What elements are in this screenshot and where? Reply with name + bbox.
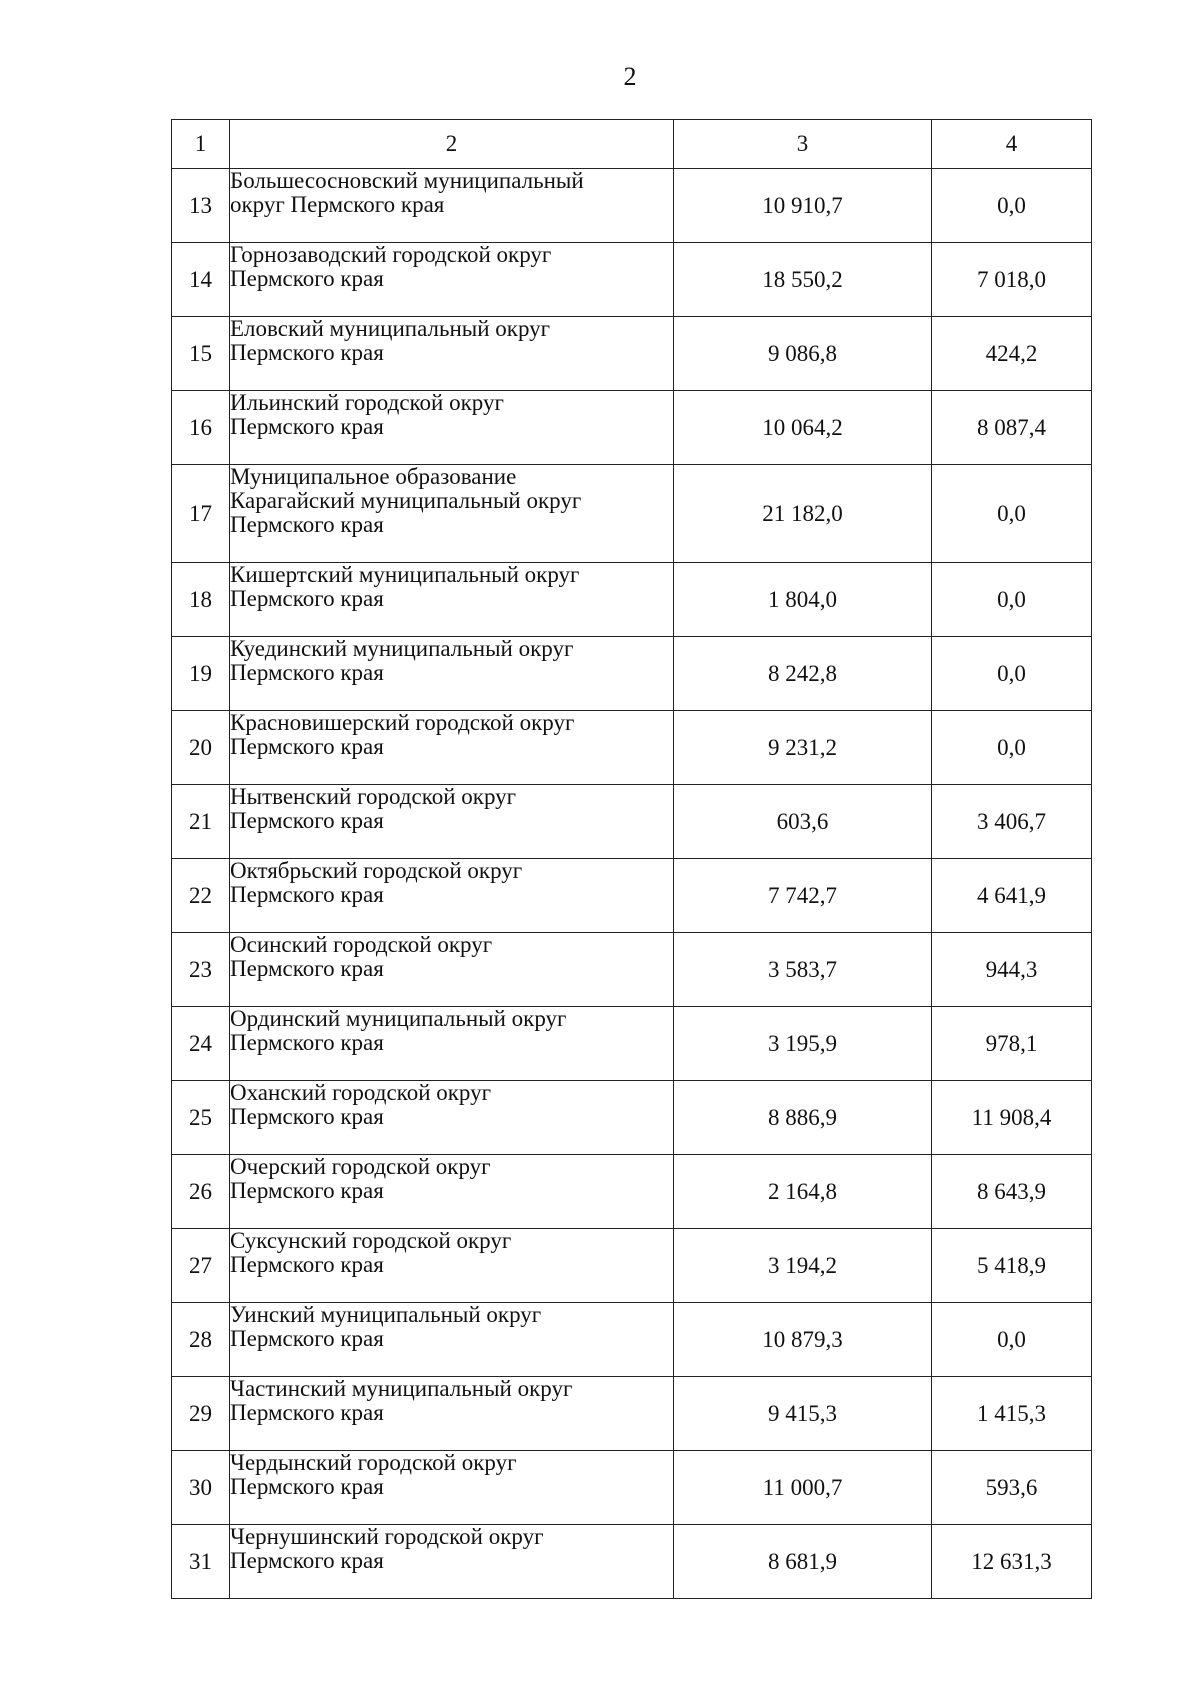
value-col-4: 424,2 xyxy=(932,317,1092,391)
value-col-3: 3 583,7 xyxy=(674,933,932,1007)
table-row xyxy=(172,243,1092,317)
value-col-3: 10 879,3 xyxy=(674,1303,932,1377)
table-row xyxy=(172,1081,1092,1155)
table-row xyxy=(172,637,1092,711)
municipality-name-line: Ильинский городской округ xyxy=(230,390,504,415)
municipality-name xyxy=(230,1007,674,1081)
municipality-name xyxy=(230,169,674,243)
value-col-3: 3 195,9 xyxy=(674,1007,932,1081)
row-number: 23 xyxy=(172,933,230,1007)
municipality-name xyxy=(230,465,674,563)
value-col-4: 11 908,4 xyxy=(932,1081,1092,1155)
value-col-4: 944,3 xyxy=(932,933,1092,1007)
municipality-name-line: Горнозаводский городской округ xyxy=(230,242,552,267)
table-row xyxy=(172,1451,1092,1525)
header-col-1: 1 xyxy=(172,120,230,169)
table-row xyxy=(172,859,1092,933)
header-col-3: 3 xyxy=(674,120,932,169)
municipality-name-line: Пермского края xyxy=(230,266,384,291)
municipality-name xyxy=(230,1155,674,1229)
municipality-name-line: Чернушинский городской округ xyxy=(230,1524,544,1549)
value-col-3: 603,6 xyxy=(674,785,932,859)
table-row xyxy=(172,785,1092,859)
municipality-name xyxy=(230,1377,674,1451)
municipality-name-line: Пермского края xyxy=(230,414,384,439)
municipality-name-line: Уинский муниципальный округ xyxy=(230,1302,542,1327)
value-col-4: 593,6 xyxy=(932,1451,1092,1525)
municipality-name-line: Очерский городской округ xyxy=(230,1154,491,1179)
table-row xyxy=(172,465,1092,563)
municipality-name xyxy=(230,1451,674,1525)
value-col-3: 18 550,2 xyxy=(674,243,932,317)
value-col-4: 3 406,7 xyxy=(932,785,1092,859)
value-col-4: 978,1 xyxy=(932,1007,1092,1081)
table-row xyxy=(172,1229,1092,1303)
row-number: 21 xyxy=(172,785,230,859)
header-col-4: 4 xyxy=(932,120,1092,169)
municipality-name xyxy=(230,1525,674,1599)
municipality-name-line: Чердынский городской округ xyxy=(230,1450,517,1475)
municipality-name-line: Пермского края xyxy=(230,734,384,759)
municipality-name xyxy=(230,243,674,317)
value-col-4: 8 643,9 xyxy=(932,1155,1092,1229)
value-col-3: 2 164,8 xyxy=(674,1155,932,1229)
table-header xyxy=(172,120,1092,169)
value-col-3: 8 242,8 xyxy=(674,637,932,711)
table-row xyxy=(172,391,1092,465)
row-number: 20 xyxy=(172,711,230,785)
municipality-name-line: Пермского края xyxy=(230,808,384,833)
municipality-name-line: Ординский муниципальный округ xyxy=(230,1006,567,1031)
value-col-4: 7 018,0 xyxy=(932,243,1092,317)
municipality-name-line: Пермского края xyxy=(230,1252,384,1277)
value-col-4: 1 415,3 xyxy=(932,1377,1092,1451)
row-number: 28 xyxy=(172,1303,230,1377)
value-col-3: 3 194,2 xyxy=(674,1229,932,1303)
table-row xyxy=(172,933,1092,1007)
value-col-3: 9 086,8 xyxy=(674,317,932,391)
municipality-name-line: Пермского края xyxy=(230,1030,384,1055)
municipality-name-line: Оханский городской округ xyxy=(230,1080,492,1105)
row-number: 19 xyxy=(172,637,230,711)
municipality-name-line: Пермского края xyxy=(230,340,384,365)
municipality-name-line: Осинский городской округ xyxy=(230,932,493,957)
municipality-name-line: Карагайский муниципальный округ xyxy=(230,488,582,513)
value-col-3: 9 415,3 xyxy=(674,1377,932,1451)
municipality-name-line: Пермского края xyxy=(230,1326,384,1351)
municipality-name xyxy=(230,1303,674,1377)
municipality-name-line: Куединский муниципальный округ xyxy=(230,636,574,661)
row-number: 15 xyxy=(172,317,230,391)
row-number: 30 xyxy=(172,1451,230,1525)
municipality-name-line: Пермского края xyxy=(230,1400,384,1425)
table-row xyxy=(172,563,1092,637)
row-number: 14 xyxy=(172,243,230,317)
header-row xyxy=(172,120,1092,169)
value-col-3: 10 910,7 xyxy=(674,169,932,243)
row-number: 29 xyxy=(172,1377,230,1451)
table-row xyxy=(172,1377,1092,1451)
municipality-name-line: Красновишерский городской округ xyxy=(230,710,575,735)
municipality-name-line: Нытвенский городской округ xyxy=(230,784,517,809)
municipality-name-line: Муниципальное образование xyxy=(230,464,517,489)
row-number: 27 xyxy=(172,1229,230,1303)
municipality-name-line: Октябрьский городской округ xyxy=(230,858,523,883)
municipality-name xyxy=(230,1229,674,1303)
municipality-name-line: Пермского края xyxy=(230,586,384,611)
row-number: 25 xyxy=(172,1081,230,1155)
municipality-name-line: Пермского края xyxy=(230,1104,384,1129)
row-number: 22 xyxy=(172,859,230,933)
value-col-4: 0,0 xyxy=(932,465,1092,563)
value-col-4: 8 087,4 xyxy=(932,391,1092,465)
value-col-4: 0,0 xyxy=(932,169,1092,243)
table-row xyxy=(172,1007,1092,1081)
municipality-name-line: Кишертский муниципальный округ xyxy=(230,562,580,587)
value-col-3: 11 000,7 xyxy=(674,1451,932,1525)
value-col-4: 0,0 xyxy=(932,637,1092,711)
row-number: 26 xyxy=(172,1155,230,1229)
value-col-3: 8 886,9 xyxy=(674,1081,932,1155)
municipality-name-line: Пермского края xyxy=(230,1474,384,1499)
value-col-3: 7 742,7 xyxy=(674,859,932,933)
municipality-name-line: Пермского края xyxy=(230,1178,384,1203)
value-col-3: 1 804,0 xyxy=(674,563,932,637)
municipality-name xyxy=(230,317,674,391)
municipality-name xyxy=(230,1081,674,1155)
municipality-name xyxy=(230,785,674,859)
row-number: 18 xyxy=(172,563,230,637)
municipality-name-line: Пермского края xyxy=(230,956,384,981)
value-col-4: 0,0 xyxy=(932,563,1092,637)
value-col-3: 9 231,2 xyxy=(674,711,932,785)
municipality-name-line: Пермского края xyxy=(230,882,384,907)
municipality-name-line: Пермского края xyxy=(230,660,384,685)
row-number: 17 xyxy=(172,465,230,563)
value-col-4: 5 418,9 xyxy=(932,1229,1092,1303)
municipality-name xyxy=(230,391,674,465)
row-number: 31 xyxy=(172,1525,230,1599)
municipality-name-line: Еловский муниципальный округ xyxy=(230,316,551,341)
table-row xyxy=(172,169,1092,243)
municipality-name xyxy=(230,859,674,933)
value-col-4: 0,0 xyxy=(932,1303,1092,1377)
municipality-name xyxy=(230,563,674,637)
value-col-4: 12 631,3 xyxy=(932,1525,1092,1599)
row-number: 24 xyxy=(172,1007,230,1081)
value-col-3: 10 064,2 xyxy=(674,391,932,465)
header-col-2: 2 xyxy=(230,120,674,169)
table-row xyxy=(172,1155,1092,1229)
row-number: 16 xyxy=(172,391,230,465)
data-table xyxy=(171,119,1092,1599)
municipality-name xyxy=(230,711,674,785)
municipality-name-line: округ Пермского края xyxy=(230,192,445,217)
municipality-name-line: Суксунский городской округ xyxy=(230,1228,512,1253)
page-number: 2 xyxy=(623,62,637,91)
municipality-name xyxy=(230,933,674,1007)
municipality-name-line: Пермского края xyxy=(230,512,384,537)
municipality-name-line: Пермского края xyxy=(230,1548,384,1573)
municipality-name-line: Частинский муниципальный округ xyxy=(230,1376,573,1401)
value-col-3: 21 182,0 xyxy=(674,465,932,563)
value-col-3: 8 681,9 xyxy=(674,1525,932,1599)
table-row xyxy=(172,1303,1092,1377)
table-row xyxy=(172,317,1092,391)
municipality-name xyxy=(230,637,674,711)
value-col-4: 4 641,9 xyxy=(932,859,1092,933)
table-row xyxy=(172,1525,1092,1599)
table-body xyxy=(172,169,1092,1599)
municipality-name-line: Большесосновский муниципальный xyxy=(230,168,584,193)
value-col-4: 0,0 xyxy=(932,711,1092,785)
row-number: 13 xyxy=(172,169,230,243)
table-row xyxy=(172,711,1092,785)
